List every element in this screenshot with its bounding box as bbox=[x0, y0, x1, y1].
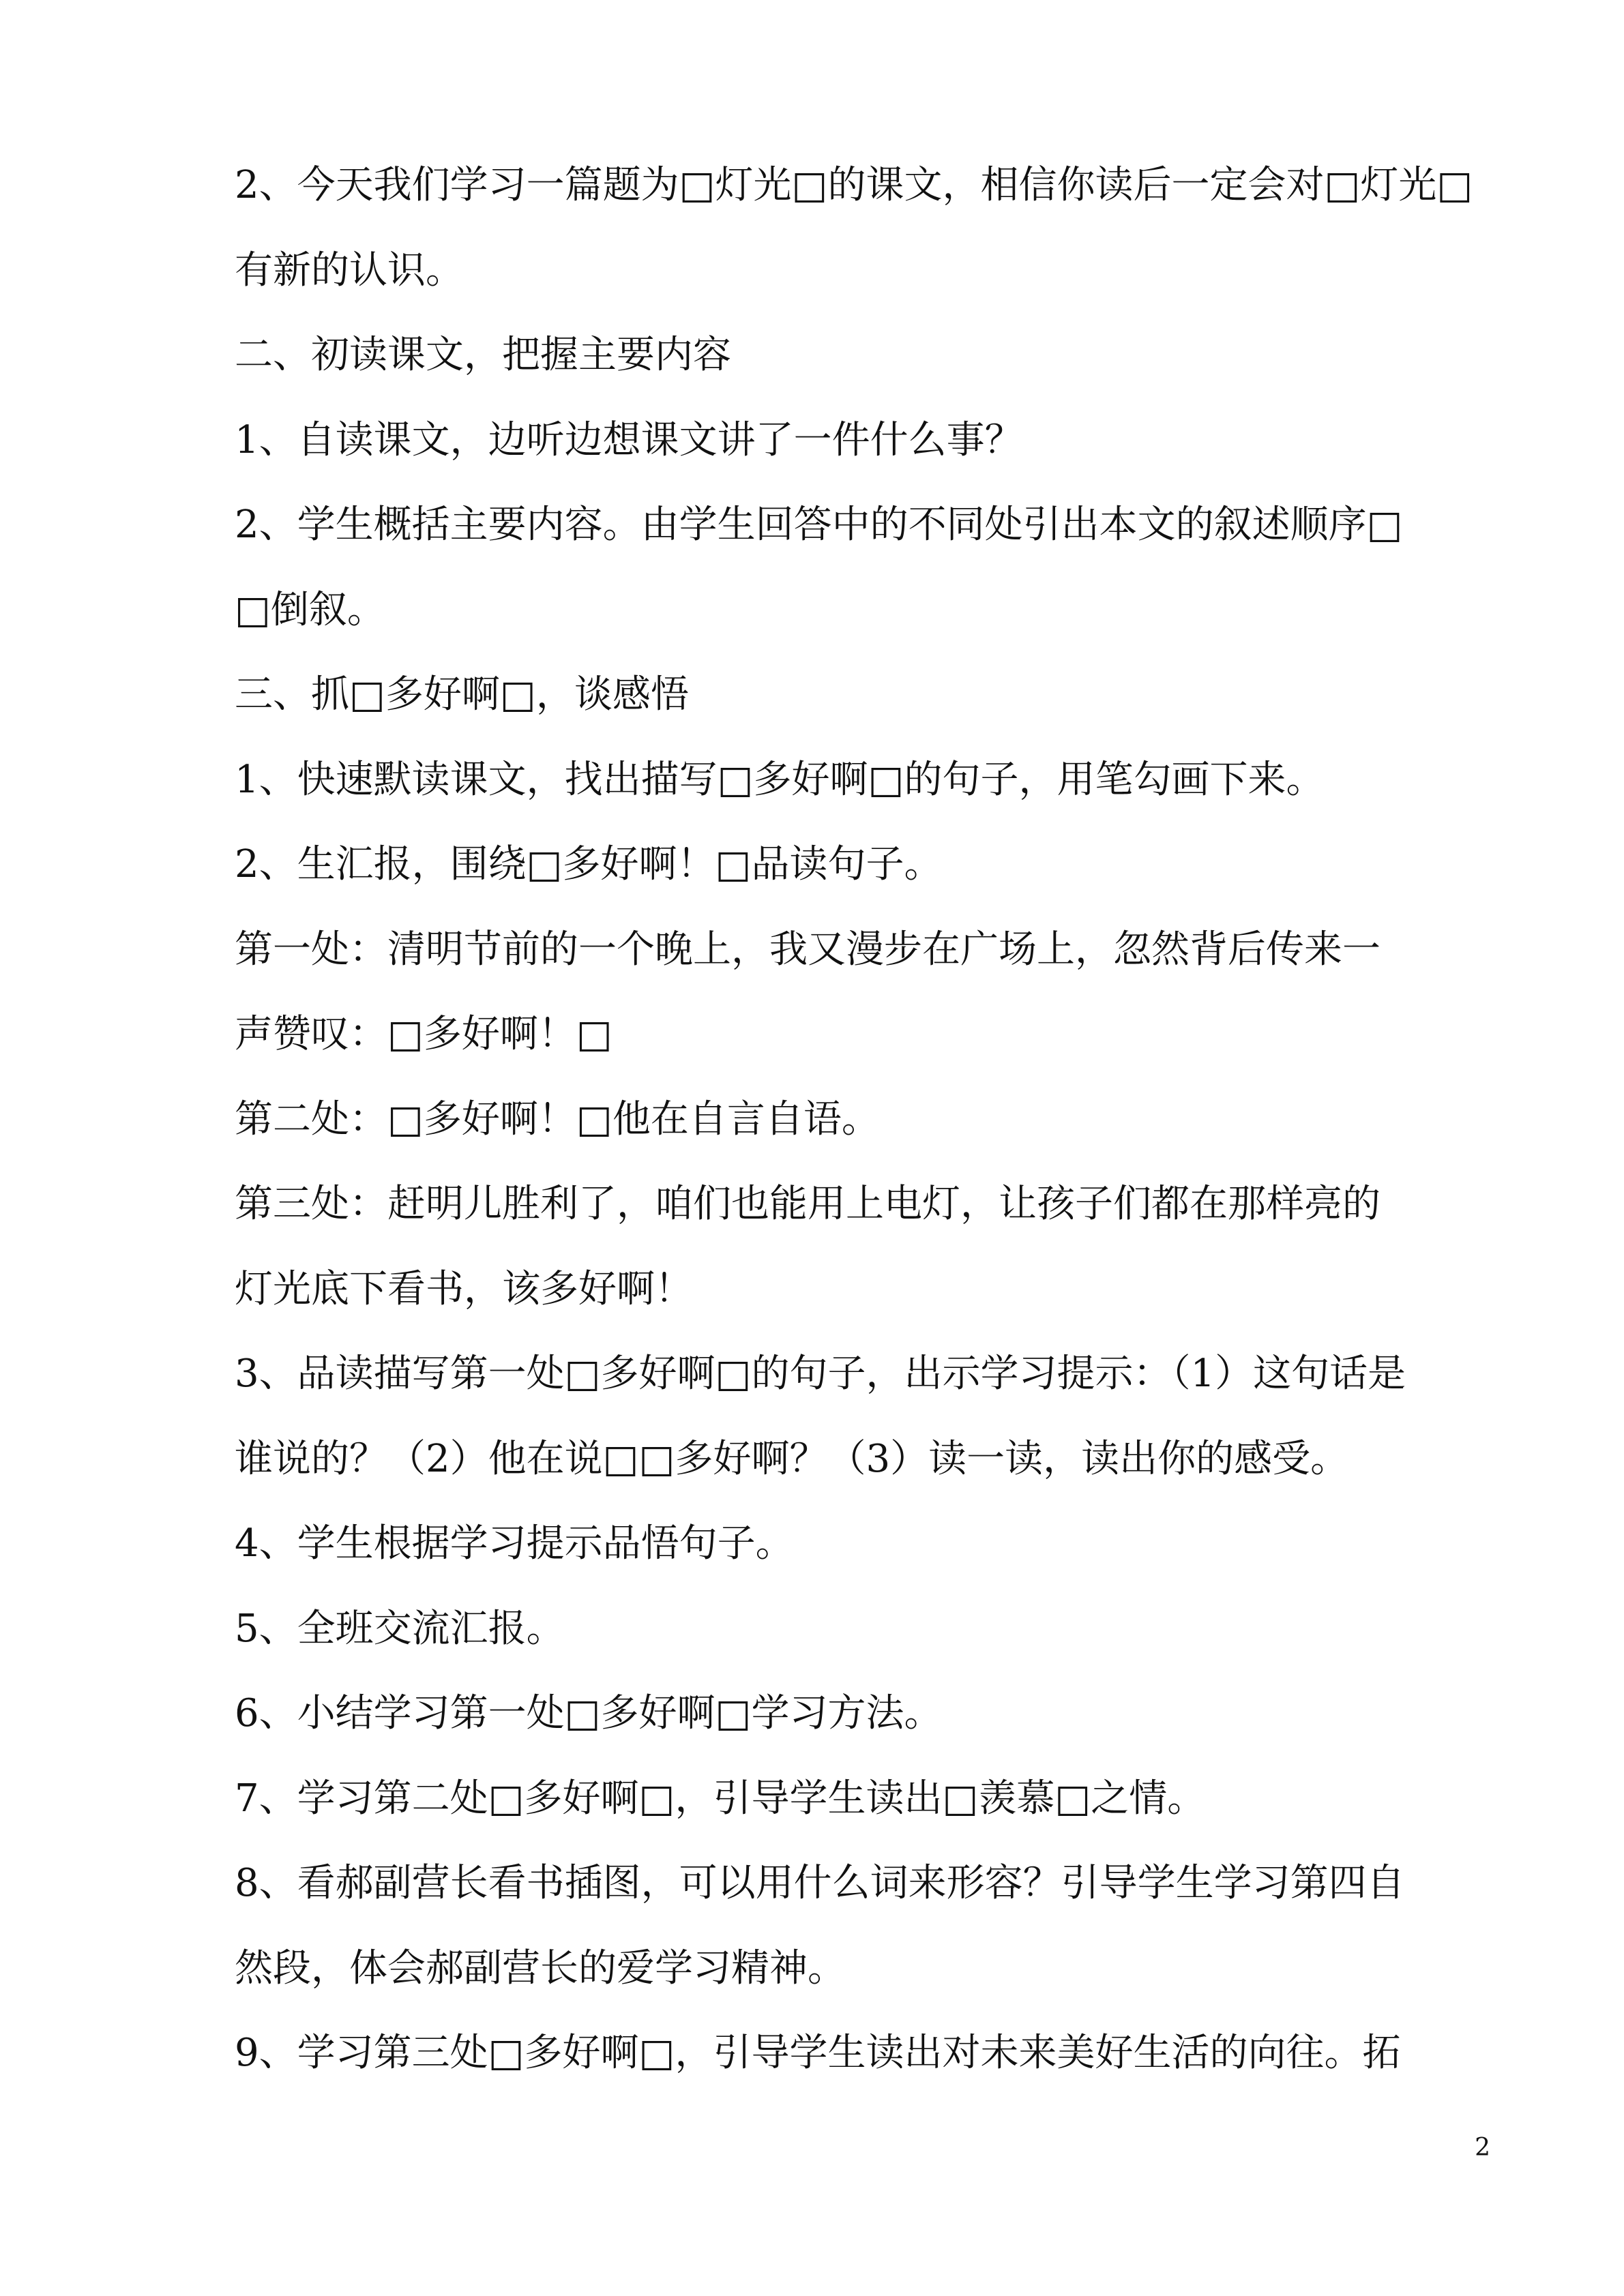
text-line: 2、今天我们学习一篇题为□灯光□的课文，相信你读后一定会对□灯光□ bbox=[235, 163, 1473, 207]
text-line: 有新的认识。 bbox=[235, 248, 464, 293]
section-heading: 三、抓□多好啊□，谈感悟 bbox=[235, 672, 689, 717]
text-line: 谁说的？（2）他在说□□多好啊？（3）读一读，读出你的感受。 bbox=[235, 1436, 1349, 1481]
text-line: □倒叙。 bbox=[235, 587, 385, 632]
text-line: 9、学习第三处□多好啊□，引导学生读出对未来美好生活的向往。拓 bbox=[235, 2031, 1401, 2075]
text-line: 第三处：赶明儿胜利了，咱们也能用上电灯，让孩子们都在那样亮的 bbox=[235, 1182, 1381, 1226]
text-line: 5、全班交流汇报。 bbox=[235, 1606, 565, 1651]
text-line: 4、学生根据学习提示品悟句子。 bbox=[235, 1521, 794, 1566]
body-text bbox=[235, 143, 1490, 2096]
text-line: 声赞叹：□多好啊！□ bbox=[235, 1012, 612, 1056]
text-line: 8、看郝副营长看书插图，可以用什么词来形容？引导学生学习第四自 bbox=[235, 1861, 1405, 1905]
text-line: 6、小结学习第一处□多好啊□学习方法。 bbox=[235, 1691, 943, 1735]
text-line: 2、生汇报，围绕□多好啊！□品读句子。 bbox=[235, 842, 943, 886]
text-line: 第一处：清明节前的一个晚上，我又漫步在广场上，忽然背后传来一 bbox=[235, 927, 1381, 972]
text-line: 7、学习第二处□多好啊□，引导学生读出□羡慕□之情。 bbox=[235, 1776, 1206, 1821]
page-number: 2 bbox=[1475, 2134, 1490, 2162]
text-line: 3、品读描写第一处□多好啊□的句子，出示学习提示：（1）这句话是 bbox=[235, 1352, 1406, 1396]
text-line: 灯光底下看书，该多好啊！ bbox=[235, 1266, 693, 1311]
text-line: 2、学生概括主要内容。由学生回答中的不同处引出本文的叙述顺序□ bbox=[235, 503, 1403, 547]
text-line: 然段，体会郝副营长的爱学习精神。 bbox=[235, 1945, 846, 1991]
text-line: 1、快速默读课文，找出描写□多好啊□的句子，用笔勾画下来。 bbox=[235, 757, 1325, 802]
section-heading: 二、初读课文，把握主要内容 bbox=[235, 333, 731, 377]
text-line: 1、自读课文，边听边想课文讲了一件什么事？ bbox=[235, 417, 1023, 462]
text-line: 第二处：□多好啊！□他在自言自语。 bbox=[235, 1097, 880, 1142]
